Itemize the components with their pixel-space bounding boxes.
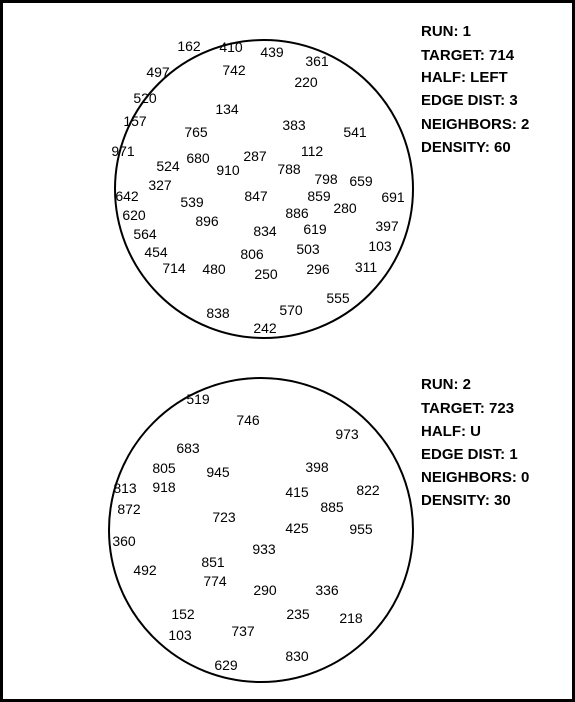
target-label: TARGET: 723	[421, 400, 515, 417]
circle-number: 103	[168, 627, 192, 643]
half-label: HALF: LEFT	[421, 69, 508, 86]
circle-number: 788	[277, 161, 301, 177]
circle-number: 134	[215, 101, 239, 117]
circle-number: 822	[356, 482, 380, 498]
circle-number: 327	[148, 177, 172, 193]
circle-number: 834	[253, 223, 277, 239]
circle-number: 885	[320, 499, 344, 515]
circle-number: 410	[219, 39, 243, 55]
circle-number: 659	[349, 173, 373, 189]
circle-number: 398	[305, 459, 329, 475]
circle-number: 570	[279, 302, 303, 318]
circle-number: 806	[240, 246, 264, 262]
circle-number: 425	[285, 520, 309, 536]
circle-number: 503	[296, 241, 320, 257]
circle-number: 250	[254, 266, 278, 282]
circle-number: 360	[112, 533, 136, 549]
circle-number: 397	[375, 218, 399, 234]
circle-number: 157	[123, 113, 147, 129]
circle-number: 765	[184, 124, 208, 140]
run-label: RUN: 1	[421, 23, 472, 40]
circle-number: 497	[146, 64, 170, 80]
circle-number: 933	[252, 541, 276, 557]
half-label: HALF: U	[421, 423, 481, 440]
circle-number: 830	[285, 648, 309, 664]
circle-number: 973	[335, 426, 359, 442]
circle-number: 714	[162, 260, 186, 276]
circle-number: 280	[333, 200, 357, 216]
circle-number: 859	[307, 188, 331, 204]
number-set-2	[112, 391, 380, 673]
circle-number: 296	[306, 261, 330, 277]
circle-number: 896	[195, 213, 219, 229]
circle-number: 520	[133, 90, 157, 106]
circle-number: 746	[236, 412, 260, 428]
circle-number: 152	[171, 606, 195, 622]
circle-number: 524	[156, 158, 180, 174]
circle-number: 620	[122, 207, 146, 223]
circle-number: 454	[144, 244, 168, 260]
edge-dist-label: EDGE DIST: 1	[421, 446, 518, 463]
circle-number: 629	[214, 657, 238, 673]
circle-number: 691	[381, 189, 405, 205]
circle-number: 955	[349, 521, 373, 537]
circle-number: 519	[186, 391, 210, 407]
circle-number: 774	[203, 573, 227, 589]
circle-number: 336	[315, 582, 339, 598]
circle-number: 287	[243, 148, 267, 164]
circle-number: 218	[339, 610, 363, 626]
neighbors-label: NEIGHBORS: 2	[421, 116, 530, 133]
circle-number: 838	[206, 305, 230, 321]
circle-number: 539	[180, 194, 204, 210]
circle-number: 480	[202, 261, 226, 277]
circle-number: 910	[216, 162, 240, 178]
neighbors-label: NEIGHBORS: 0	[421, 469, 530, 486]
circle-number: 235	[286, 606, 310, 622]
edge-dist-label: EDGE DIST: 3	[421, 92, 518, 109]
circle-number: 311	[354, 259, 378, 275]
circle-number: 847	[244, 188, 268, 204]
panel-run-1	[111, 23, 529, 338]
density-label: DENSITY: 30	[421, 492, 511, 509]
run-info-1	[421, 23, 529, 156]
circle-number: 813	[113, 480, 137, 496]
run-info-2	[421, 376, 529, 509]
circle-number: 415	[285, 484, 309, 500]
circle-number: 945	[206, 464, 230, 480]
run-label: RUN: 2	[421, 376, 472, 393]
circle-number: 555	[326, 290, 350, 306]
circle-number: 439	[260, 44, 284, 60]
circle-number: 619	[303, 221, 327, 237]
circle-number: 492	[133, 562, 157, 578]
circle-number: 383	[282, 117, 306, 133]
circle-number: 918	[152, 479, 176, 495]
circle-number: 564	[133, 226, 157, 242]
circle-number: 872	[117, 501, 141, 517]
circle-number: 680	[186, 150, 210, 166]
density-label: DENSITY: 60	[421, 139, 511, 156]
circle-number: 162	[177, 38, 201, 54]
circle-number: 723	[212, 509, 236, 525]
panel-run-2	[109, 376, 529, 682]
target-label: TARGET: 714	[421, 47, 515, 64]
circle-number: 683	[176, 440, 200, 456]
circle-number: 851	[201, 554, 225, 570]
circle-number: 541	[343, 124, 367, 140]
circle-number: 103	[368, 238, 392, 254]
circle-number: 642	[115, 188, 139, 204]
circle-number: 742	[222, 62, 246, 78]
circle-number: 798	[314, 171, 338, 187]
circle-number: 805	[152, 460, 176, 476]
circle-number: 886	[285, 205, 309, 221]
circle-number: 971	[111, 143, 135, 159]
circle-number: 220	[294, 74, 318, 90]
circle-number: 737	[231, 623, 255, 639]
circle-number: 361	[305, 53, 329, 69]
circle-number: 242	[253, 320, 277, 336]
circle-number: 112	[300, 143, 324, 159]
circle-number: 290	[253, 582, 277, 598]
